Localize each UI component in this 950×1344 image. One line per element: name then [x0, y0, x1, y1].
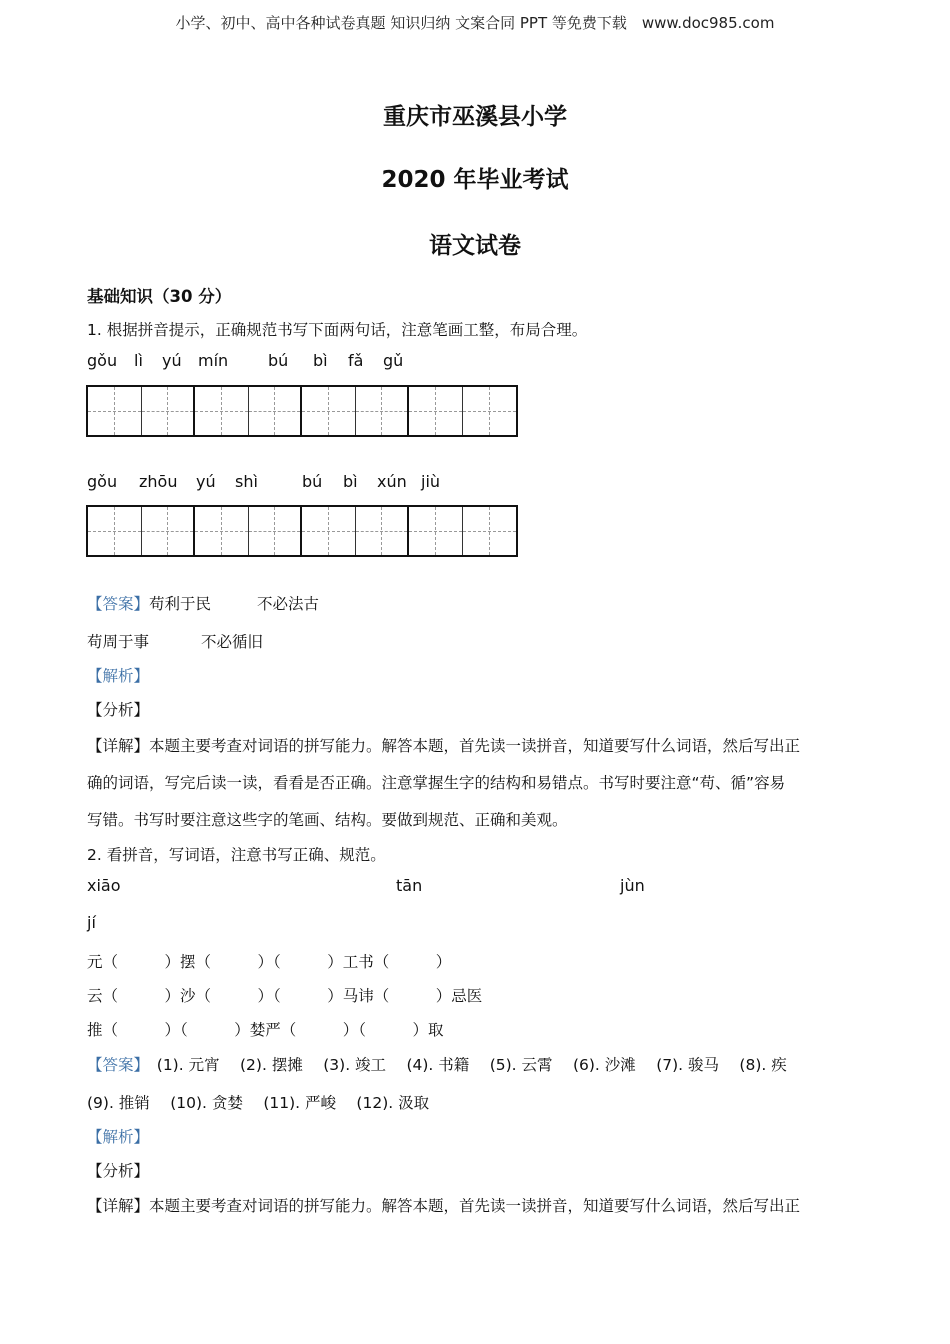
q1-fenxi: 【分析】 — [87, 701, 150, 719]
answer-text: 不必法古 — [257, 595, 320, 613]
pinyin: fǎ — [348, 351, 364, 370]
grid-cell[interactable] — [249, 507, 303, 555]
grid-cell[interactable] — [302, 507, 356, 555]
q1-detail-line1 — [87, 734, 800, 756]
pinyin: jiù — [421, 472, 441, 491]
q2-pinyin-ji: jí — [87, 913, 96, 932]
grid-cell[interactable] — [409, 507, 463, 555]
answer-text: (1). 元宵 (2). 摆摊 (3). 竣工 (4). 书籍 (5). 云霄 (6). 沙滩 (7). 骏马 (8). 疾 — [141, 1056, 787, 1074]
grid-cell[interactable] — [142, 507, 196, 555]
pinyin: xiāo — [87, 876, 121, 895]
q1-answer-line1 — [87, 592, 319, 614]
pinyin: gǔ — [383, 351, 404, 370]
grid-cell[interactable] — [356, 507, 410, 555]
grid-cell[interactable] — [463, 507, 517, 555]
pinyin: bú — [302, 472, 323, 491]
grid-cell[interactable] — [302, 387, 356, 435]
q2-detail-line1 — [87, 1194, 800, 1216]
answer-text: 苟利于民 — [149, 595, 212, 613]
grid-cell[interactable] — [356, 387, 410, 435]
answer-text: 苟周于事 — [87, 633, 150, 651]
q1-pinyin-row1 — [0, 351, 950, 375]
pinyin: tān — [396, 876, 423, 895]
title-subject: 语文试卷 — [429, 233, 521, 259]
answer-tag: 【答案】 — [87, 1056, 142, 1074]
q1-detail-line2: 确的词语，写完后读一读，看看是否正确。注意掌握生字的结构和易错点。书写时要注意“苟、循”容易 — [87, 774, 786, 792]
pinyin: lì — [134, 351, 143, 370]
pinyin: bú — [268, 351, 289, 370]
pinyin: xún — [377, 472, 407, 491]
q1-answer-line2 — [87, 630, 263, 652]
pinyin: bì — [313, 351, 328, 370]
q1-jiexi: 【解析】 — [87, 667, 150, 685]
detail-text: 本题主要考查对词语的拼写能力。解答本题，首先读一读拼音，知道要写什么词语，然后写出正 — [149, 1197, 801, 1215]
page-header: 小学、初中、高中各种试卷真题 知识归纳 文案合同 PPT 等免费下载 www.doc985.com — [175, 14, 775, 32]
q2-fenxi: 【分析】 — [87, 1162, 150, 1180]
q2-answer-line2: (9). 推销 (10). 贪婪 (11). 严峻 (12). 汲取 — [87, 1094, 430, 1112]
grid-cell[interactable] — [195, 387, 249, 435]
writing-grid-row2[interactable] — [86, 505, 518, 557]
pinyin: gǒu — [87, 351, 118, 370]
pinyin: gǒu — [87, 472, 118, 491]
grid-cell[interactable] — [249, 387, 303, 435]
detail-tag: 【详解】 — [87, 737, 150, 755]
section-heading: 基础知识（30 分） — [87, 287, 232, 306]
q2-pinyin-row — [0, 876, 950, 900]
q2-jiexi: 【解析】 — [87, 1128, 150, 1146]
pinyin: jùn — [620, 876, 645, 895]
q2-row2: 云（ ）沙（ ）（ ）马讳（ ）忌医 — [87, 987, 483, 1005]
grid-cell[interactable] — [463, 387, 517, 435]
grid-cell[interactable] — [409, 387, 463, 435]
q1-pinyin-row2 — [0, 472, 950, 496]
grid-cell[interactable] — [88, 507, 142, 555]
q2-prompt: 2. 看拼音，写词语，注意书写正确、规范。 — [87, 846, 386, 864]
writing-grid-row1[interactable] — [86, 385, 518, 437]
q1-detail-line3: 写错。书写时要注意这些字的笔画、结构。要做到规范、正确和美观。 — [87, 811, 568, 829]
pinyin: bì — [343, 472, 358, 491]
pinyin: shì — [235, 472, 258, 491]
detail-text: 本题主要考查对词语的拼写能力。解答本题，首先读一读拼音，知道要写什么词语，然后写出正 — [149, 737, 801, 755]
detail-tag: 【详解】 — [87, 1197, 150, 1215]
q2-answer-line1 — [87, 1053, 787, 1075]
grid-cell[interactable] — [142, 387, 196, 435]
pinyin: mín — [198, 351, 229, 370]
q2-row3: 推（ ）（ ）婪严（ ）（ ）取 — [87, 1021, 444, 1039]
answer-tag: 【答案】 — [87, 595, 150, 613]
pinyin: yú — [196, 472, 216, 491]
q1-prompt: 1. 根据拼音提示，正确规范书写下面两句话，注意笔画工整，布局合理。 — [87, 321, 588, 339]
pinyin: zhōu — [139, 472, 178, 491]
pinyin: yú — [162, 351, 182, 370]
grid-cell[interactable] — [88, 387, 142, 435]
q2-row1: 元（ ）摆（ ）（ ）工书（ ） — [87, 953, 452, 971]
title-school: 重庆市巫溪县小学 — [383, 104, 567, 130]
title-exam: 2020 年毕业考试 — [381, 167, 569, 193]
answer-text: 不必循旧 — [201, 633, 264, 651]
grid-cell[interactable] — [195, 507, 249, 555]
